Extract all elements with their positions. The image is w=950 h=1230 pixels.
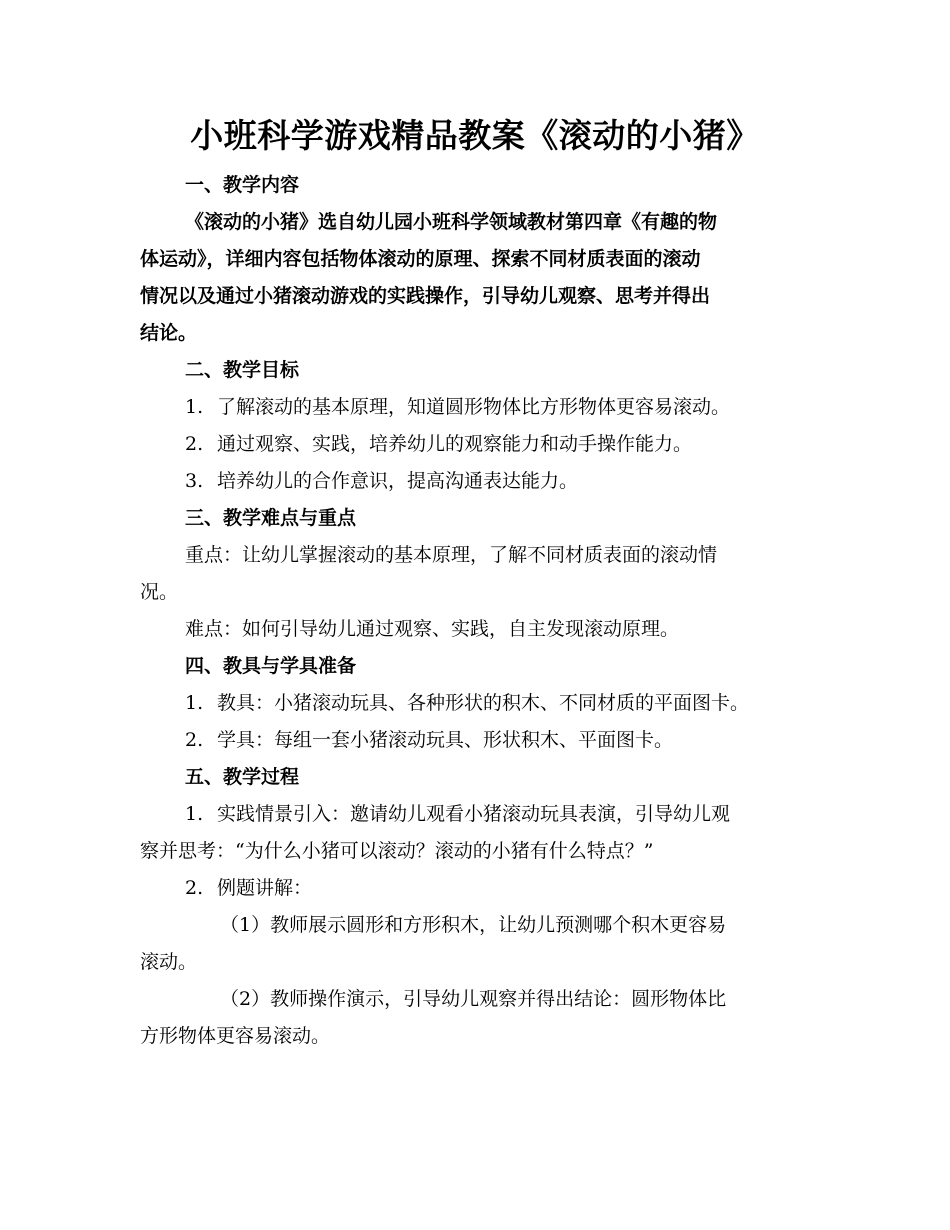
item-number: 3. <box>185 470 204 492</box>
material-item <box>185 689 749 717</box>
objective-item <box>185 393 730 421</box>
item-text: 培养幼儿的合作意识，提高沟通表达能力。 <box>217 470 579 492</box>
sub-step: （2）教师操作演示，引导幼儿观察并得出结论：圆形物体比 <box>220 988 727 1010</box>
section-heading-content: 一、教学内容 <box>185 174 300 196</box>
section-heading-process: 五、教学过程 <box>185 766 300 788</box>
item-number: 2. <box>185 877 204 899</box>
item-number: 2. <box>185 729 204 751</box>
material-item <box>185 726 673 754</box>
item-text: 学具：每组一套小猪滚动玩具、形状积木、平面图卡。 <box>217 729 674 751</box>
item-text: 教具：小猪滚动玩具、各种形状的积木、不同材质的平面图卡。 <box>217 692 750 714</box>
key-point-line: 重点：让幼儿掌握滚动的基本原理，了解不同材质表面的滚动情 <box>185 544 718 566</box>
process-step-continuation: 察并思考：“为什么小猪可以滚动？滚动的小猪有什么特点？” <box>140 840 654 862</box>
content-paragraph-line: 《滚动的小猪》选自幼儿园小班科学领域教材第四章《有趣的物 <box>185 211 718 233</box>
item-text: 例题讲解： <box>217 877 313 899</box>
item-text: 了解滚动的基本原理，知道圆形物体比方形物体更容易滚动。 <box>217 396 731 418</box>
item-number: 1. <box>185 396 204 418</box>
item-text: 通过观察、实践，培养幼儿的观察能力和动手操作能力。 <box>217 433 693 455</box>
objective-item <box>185 467 578 495</box>
item-text: 实践情景引入：邀请幼儿观看小猪滚动玩具表演，引导幼儿观 <box>217 803 731 825</box>
item-number: 1. <box>185 692 204 714</box>
item-number: 2. <box>185 433 204 455</box>
content-paragraph-line: 体运动》，详细内容包括物体滚动的原理、探索不同材质表面的滚动 <box>140 248 701 270</box>
section-heading-materials: 四、教具与学具准备 <box>185 655 357 677</box>
section-heading-objectives: 二、教学目标 <box>185 359 300 381</box>
content-paragraph-line: 结论。 <box>140 322 198 344</box>
process-step <box>185 800 730 828</box>
process-step <box>185 874 312 902</box>
difficulty-line: 难点：如何引导幼儿通过观察、实践，自主发现滚动原理。 <box>185 618 680 640</box>
sub-step-continuation: 滚动。 <box>140 951 198 973</box>
page-title: 小班科学游戏精品教案《滚动的小猪》 <box>190 116 760 155</box>
objective-item <box>185 430 692 458</box>
item-number: 1. <box>185 803 204 825</box>
content-paragraph-line: 情况以及通过小猪滚动游戏的实践操作，引导幼儿观察、思考并得出 <box>140 285 711 307</box>
sub-step-continuation: 方形物体更容易滚动。 <box>140 1025 331 1047</box>
sub-step: （1）教师展示圆形和方形积木，让幼儿预测哪个积木更容易 <box>220 914 727 936</box>
section-heading-key-points: 三、教学难点与重点 <box>185 507 357 529</box>
key-point-line: 况。 <box>140 581 179 603</box>
